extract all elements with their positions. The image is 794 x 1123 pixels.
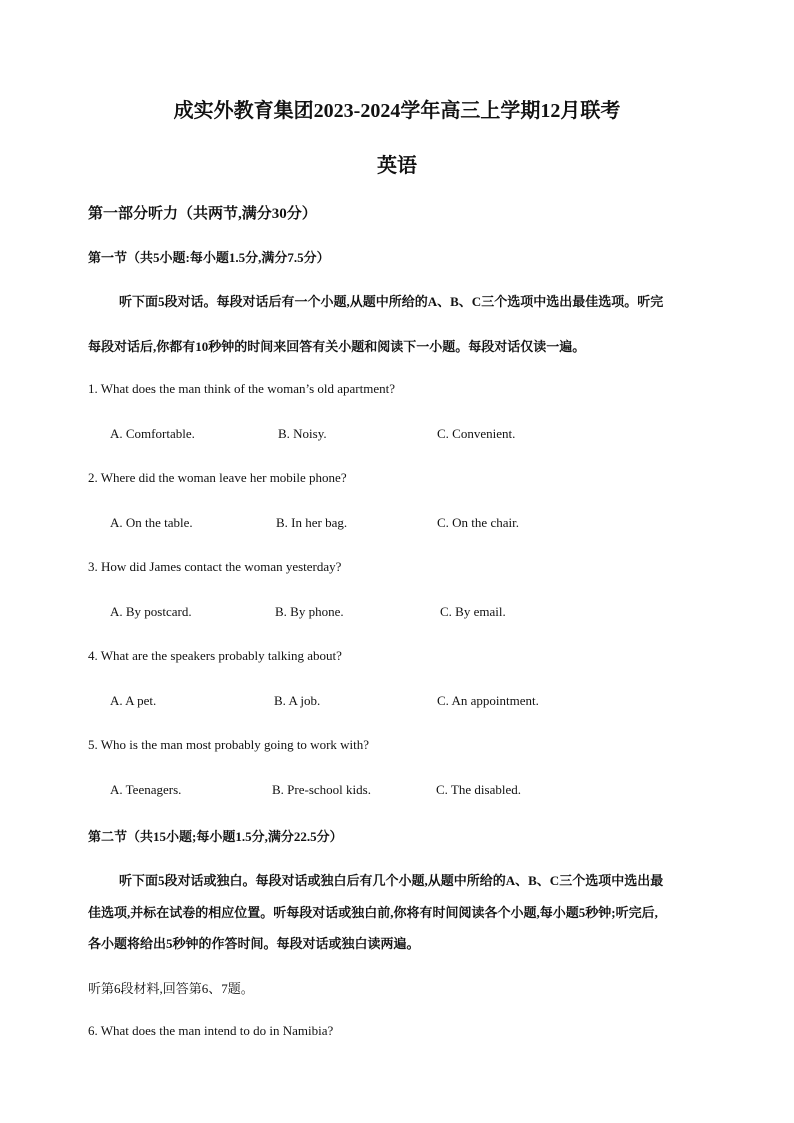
section1-instructions-line2: 每段对话后,你都有10秒钟的时间来回答有关小题和阅读下一小题。每段对话仅读一遍。	[88, 339, 586, 354]
question-2-option-a: A. On the table.	[110, 515, 193, 530]
exam-subject: 英语	[377, 155, 417, 177]
question-5-stem: 5. Who is the man most probably going to work with?	[88, 737, 370, 752]
section2-instructions-line3: 各小题将给出5秒钟的作答时间。每段对话或独白读两遍。	[88, 936, 420, 951]
exam-title: 成实外教育集团2023-2024学年高三上学期12月联考	[173, 100, 621, 122]
question-1-stem: 1. What does the man think of the woman’s old apartment?	[88, 381, 395, 396]
question-5-option-b: B. Pre-school kids.	[272, 782, 371, 797]
question-3-stem: 3. How did James contact the woman yesterday?	[88, 559, 342, 574]
question-3-option-a: A. By postcard.	[110, 604, 192, 619]
question-3-option-b: B. By phone.	[275, 604, 344, 619]
question-4-option-b: B. A job.	[274, 693, 321, 708]
section2-instructions-line1: 听下面5段对话或独白。每段对话或独白后有几个小题,从题中所给的A、B、C三个选项中选出最	[119, 873, 664, 888]
question-5-option-c: C. The disabled.	[436, 782, 521, 797]
section2-heading: 第二节（共15小题;每小题1.5分,满分22.5分）	[88, 829, 343, 844]
question-2-stem: 2. Where did the woman leave her mobile phone?	[88, 470, 347, 485]
section2-instructions-line2: 佳选项,并标在试卷的相应位置。听每段对话或独白前,你将有时间阅读各个小题,每小题5秒钟;听完后,	[88, 905, 658, 920]
question-4-stem: 4. What are the speakers probably talking about?	[88, 648, 342, 663]
question-2-option-b: B. In her bag.	[276, 515, 348, 530]
question-2-option-c: C. On the chair.	[437, 515, 519, 530]
question-4-option-c: C. An appointment.	[437, 693, 539, 708]
section1-heading: 第一节（共5小题:每小题1.5分,满分7.5分）	[88, 250, 330, 265]
question-6-stem: 6. What does the man intend to do in Namibia?	[88, 1023, 334, 1038]
question-5-option-a: A. Teenagers.	[110, 782, 182, 797]
question-4-option-a: A. A pet.	[110, 693, 157, 708]
section1-instructions-line1: 听下面5段对话。每段对话后有一个小题,从题中所给的A、B、C三个选项中选出最佳选项。听完	[119, 294, 664, 309]
section2-material-note: 听第6段材料,回答第6、7题。	[88, 981, 254, 996]
question-1-option-a: A. Comfortable.	[110, 426, 195, 441]
question-3-option-c: C. By email.	[440, 604, 506, 619]
question-1-option-b: B. Noisy.	[278, 426, 327, 441]
question-1-option-c: C. Convenient.	[437, 426, 516, 441]
part1-heading: 第一部分听力（共两节,满分30分）	[88, 206, 317, 222]
